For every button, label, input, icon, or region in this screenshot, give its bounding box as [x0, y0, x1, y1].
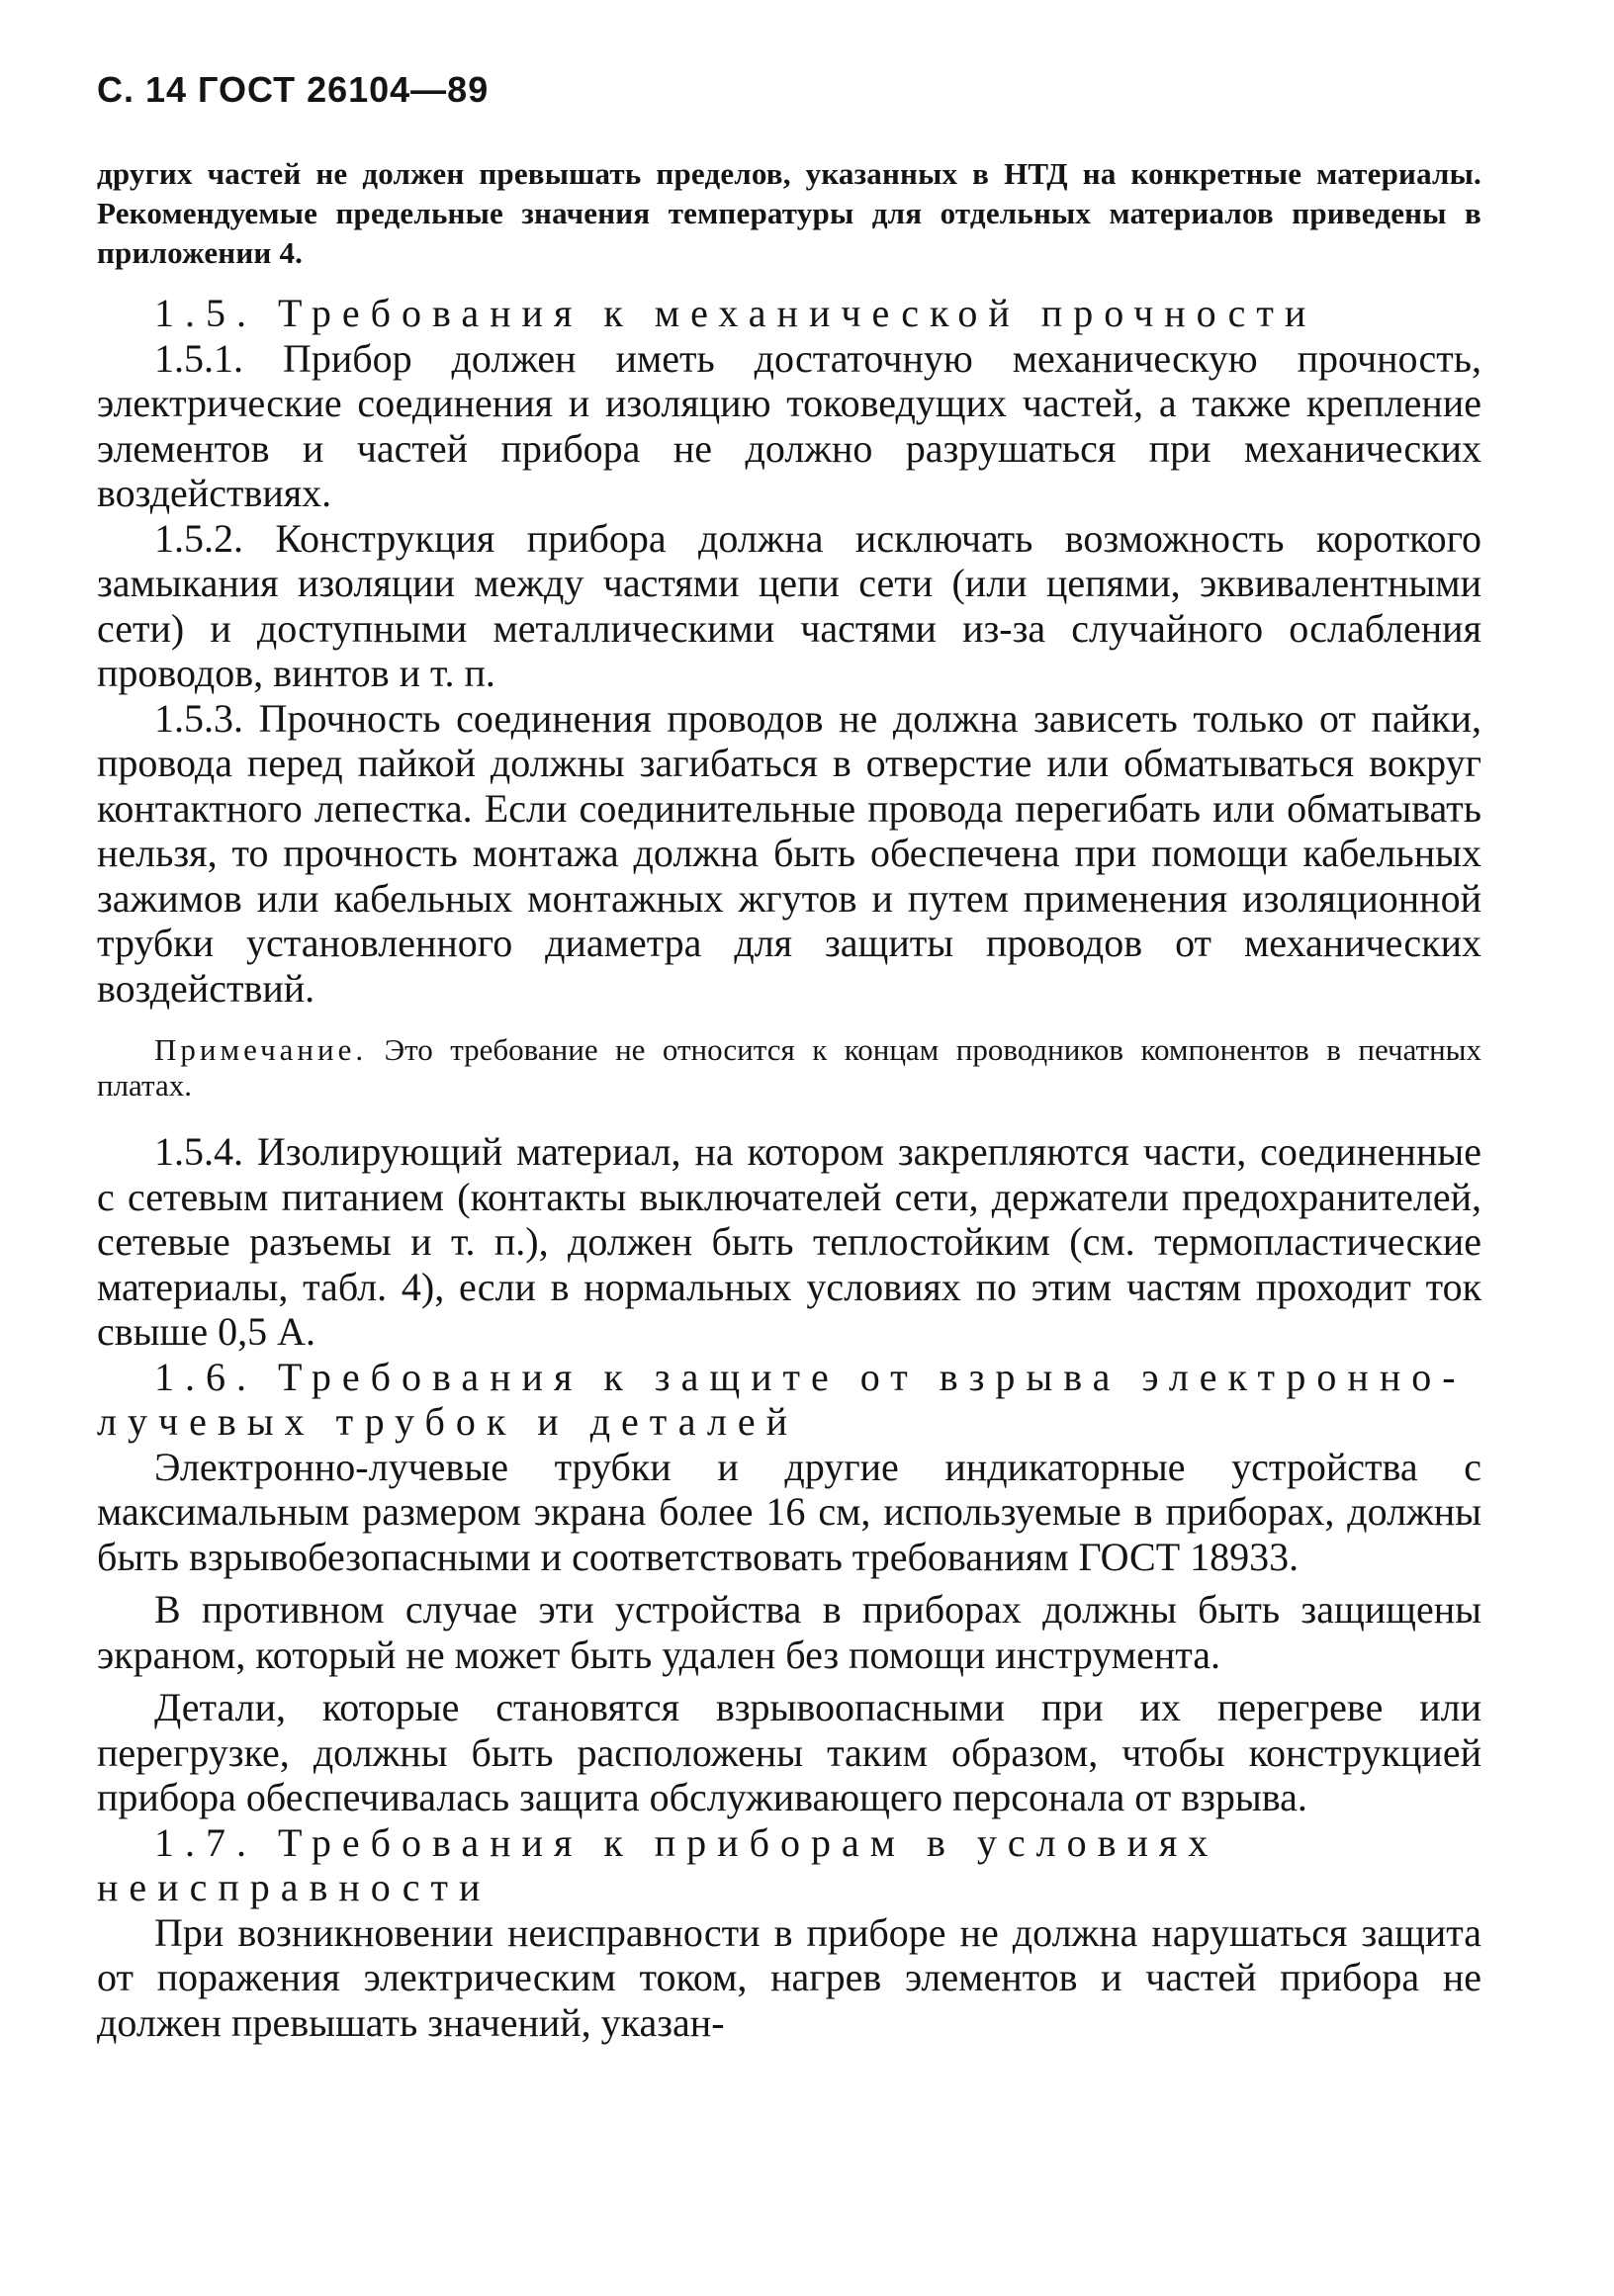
- paragraph-1-5-2: 1.5.2. Конструкция прибора должна исключать возможность короткого замыкания изоляции между частями цепи сети (или цепями, эквивалентными сети) и доступными металлическими частями из-за случайного ослабления проводов, винтов и т. п.: [97, 515, 1481, 695]
- spacer: [97, 1677, 1481, 1685]
- section-1-6-heading: 1.6. Требования к защите от взрыва электронно-лучевых трубок и деталей: [97, 1354, 1467, 1444]
- paragraph-1-6-1: Электронно-лучевые трубки и другие индикаторные устройства с максимальным размером экрана более 16 см, используемые в приборах, должны быть взрывобезопасными и соответствовать требованиям ГОСТ 18933.: [97, 1444, 1481, 1579]
- section-1-7-heading: 1.7. Требования к приборам в условиях неисправности: [97, 1819, 1219, 1909]
- paragraph-1-7-1: При возникновении неисправности в приборе не должна нарушаться защита от поражения электрическим током, нагрев элементов и частей прибора не должен превышать значений, указан-: [97, 1909, 1481, 2045]
- paragraph-1-5-3: 1.5.3. Прочность соединения проводов не должна зависеть только от пайки, провода перед пайкой должны загибаться в отверстие или обматываться вокруг контактного лепестка. Если соединительные провода перегибать или обматывать нельзя, то прочность монтажа должна быть обеспечена при помощи кабельных зажимов или кабельных монтажных жгутов и путем применения изоляционной трубки установленного диаметра для защиты проводов от механических воздействий.: [97, 695, 1481, 1011]
- note-label: Примечание.: [154, 1032, 368, 1067]
- note-text: Это требование не относится к концам проводников компонентов в печатных платах.: [97, 1032, 1481, 1103]
- paragraph-1-5-1: 1.5.1. Прибор должен иметь достаточную механическую прочность, электрические соединения и изоляцию токоведущих частей, а также крепление элементов и частей прибора не должно разрушаться при механических воздействиях.: [97, 335, 1481, 515]
- page-header: С. 14 ГОСТ 26104—89: [97, 69, 490, 110]
- paragraph-1-5-4: 1.5.4. Изолирующий материал, на котором закрепляются части, соединенные с сетевым питанием (контакты выключателей сети, держатели предохранителей, сетевые разъемы и т. п.), должен быть теплостойким (см. термопластические материалы, табл. 4), если в нормальных условиях по этим частям проходит ток свыше 0,5 А.: [97, 1129, 1481, 1354]
- intro-paragraph: других частей не должен превышать пределов, указанных в НТД на конкретные материалы. Рекомендуемые предельные значения температуры для отдельных материалов приведены в приложении 4.: [97, 156, 1481, 270]
- document-page: [97, 69, 1481, 2045]
- note-paragraph: [97, 1032, 1481, 1104]
- paragraph-1-6-2: В противном случае эти устройства в приборах должны быть защищены экраном, который не может быть удален без помощи инструмента.: [97, 1587, 1481, 1677]
- section-1-5-heading: 1.5. Требования к механической прочности: [154, 291, 1317, 335]
- spacer: [97, 1579, 1481, 1587]
- paragraph-1-6-3: Детали, которые становятся взрывоопасными при их перегреве или перегрузке, должны быть расположены таким образом, чтобы конструкцией прибора обеспечивалась защита обслуживающего персонала от взрыва.: [97, 1685, 1481, 1819]
